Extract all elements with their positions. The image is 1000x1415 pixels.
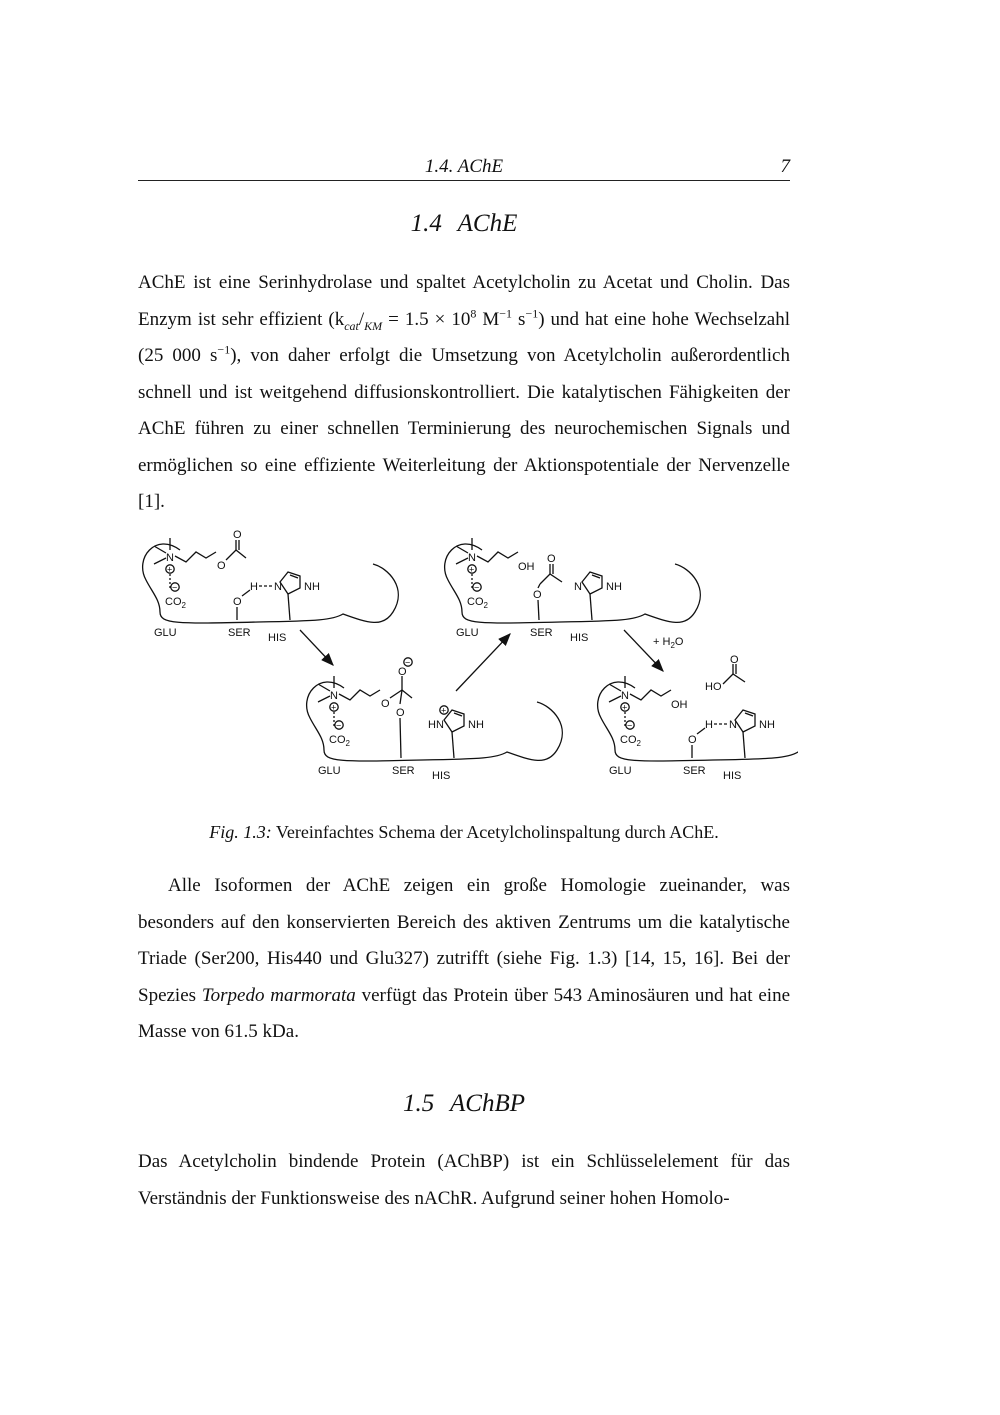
reaction-arrow xyxy=(300,630,333,665)
residue-label-ser: SER xyxy=(683,765,706,777)
paragraph-text: s xyxy=(512,308,526,330)
paragraph-text: = 1.5 × 10 xyxy=(382,308,471,330)
paragraph-text: M xyxy=(476,308,500,330)
panel-acyl-enzyme xyxy=(445,538,701,644)
exponent: 8 xyxy=(470,306,477,321)
residue-label-his: HIS xyxy=(268,632,287,644)
residue-label-his: HIS xyxy=(723,770,742,782)
atom-label: HN xyxy=(428,719,444,731)
atom-label: O xyxy=(233,529,242,541)
atom-label: H xyxy=(705,719,713,731)
charge-label: − xyxy=(474,582,480,593)
caption-label: Fig. 1.3: xyxy=(209,822,272,842)
paragraph-text: Alle Isoformen der AChE zeigen ein große Homologie zueinander, was besonders auf den konservierten Bereich des aktiven Zentrums um die katalytische Triade (Ser200, His440 und Glu327) zutrifft (siehe Fig. 1.3) [14, 15, 16]. Bei der Spezies xyxy=(138,875,790,1006)
exponent: −1 xyxy=(217,342,231,357)
co2-label: $CO_2$ xyxy=(165,596,186,610)
paragraph-ache-isoforms xyxy=(138,868,790,1051)
residue-label-his: HIS xyxy=(432,770,451,782)
paragraph-ache-intro xyxy=(138,265,790,521)
panel-substrate-bound xyxy=(143,529,399,644)
enzyme-pocket-outline xyxy=(445,544,701,623)
atom-label: N xyxy=(729,719,737,731)
atom-label: O xyxy=(547,553,556,565)
panel-regenerated-enzyme xyxy=(598,654,798,782)
fraction-slash: / xyxy=(358,308,365,330)
exponent: −1 xyxy=(499,306,513,321)
paragraph-text: verfügt das Protein über 543 Aminosäuren und hat eine Masse von 61.5 kDa. xyxy=(138,984,790,1042)
residue-label-ser: SER xyxy=(228,627,251,639)
enzyme-pocket-outline xyxy=(143,544,399,623)
charge-label: − xyxy=(172,582,178,593)
exponent: −1 xyxy=(525,306,539,321)
figure-caption xyxy=(138,822,790,843)
choline-chain xyxy=(175,552,216,562)
residue-label-ser: SER xyxy=(392,765,415,777)
atom-label: N xyxy=(274,581,282,593)
species-name: Torpedo marmorata xyxy=(201,984,356,1006)
paragraph-text: ) und hat eine hohe Wechselzahl (25 000 s xyxy=(138,308,791,366)
charge-label: − xyxy=(627,720,633,731)
residue-label-ser: SER xyxy=(530,627,553,639)
atom-label: N xyxy=(574,581,582,593)
choline-chain xyxy=(630,690,671,700)
charge-label: + xyxy=(469,564,475,575)
atom-label: N xyxy=(166,552,174,564)
charge-label: + xyxy=(441,705,447,716)
running-header-title: 1.4. AChE xyxy=(424,156,504,177)
reaction-scheme-svg xyxy=(138,528,798,798)
caption-text: Vereinfachtes Schema der Acetylcholinspaltung durch AChE. xyxy=(271,822,719,842)
section-heading-achbp: 1.5 AChBP xyxy=(402,1090,526,1117)
figure-reaction-scheme xyxy=(138,528,798,803)
charge-label: + xyxy=(331,702,337,713)
co2-label: $CO_2$ xyxy=(620,734,641,748)
atom-label: O xyxy=(533,589,542,601)
residue-label-glu: GLU xyxy=(318,765,341,777)
co2-label: $CO_2$ xyxy=(467,596,488,610)
atom-label: O xyxy=(398,666,407,678)
acetyl-group xyxy=(540,574,562,584)
paragraph-achbp-intro: Das Acetylcholin bindende Protein (AChBP) ist ein Schlüsselelement für das Verständnis der Funktionsweise des nAChR. Aufgrund seiner hohen Homolo- xyxy=(138,1151,790,1209)
atom-label: N xyxy=(468,552,476,564)
acetic-acid xyxy=(723,674,745,684)
running-header xyxy=(138,156,790,181)
atom-label: O xyxy=(233,596,242,608)
co2-label: $CO_2$ xyxy=(329,734,350,748)
choline-chain xyxy=(339,690,380,700)
page-number: 7 xyxy=(780,156,790,177)
charge-label: + xyxy=(167,564,173,575)
atom-label: O xyxy=(396,707,405,719)
atom-label: NH xyxy=(304,581,320,593)
atom-label: HO xyxy=(705,681,722,693)
charge-label: − xyxy=(405,657,411,668)
charge-label: + xyxy=(622,702,628,713)
section-heading-ache: 1.4 AChE xyxy=(410,210,518,237)
atom-label: N xyxy=(621,690,629,702)
residue-label-glu: GLU xyxy=(154,627,177,639)
acetyl-group xyxy=(226,550,246,560)
atom-label: OH xyxy=(671,699,688,711)
atom-label: O xyxy=(217,560,226,572)
charge-label: − xyxy=(336,720,342,731)
atom-label: N xyxy=(330,690,338,702)
paragraph-text: AChE ist eine Serinhydrolase und spaltet Acetylcholin zu Acetat und Cholin. Das Enzym ist sehr effizient (k xyxy=(138,272,790,330)
atom-label: NH xyxy=(759,719,775,731)
atom-label: O xyxy=(730,654,739,666)
residue-label-his: HIS xyxy=(570,632,589,644)
kcat-subscript: cat xyxy=(344,318,359,333)
atom-label: H xyxy=(250,581,258,593)
atom-label: O xyxy=(688,734,697,746)
atom-label: NH xyxy=(468,719,484,731)
choline-chain xyxy=(477,552,518,562)
atom-label: NH xyxy=(606,581,622,593)
km-subscript: KM xyxy=(364,318,383,333)
atom-label: OH xyxy=(518,561,535,573)
atom-label: O xyxy=(381,698,390,710)
paragraph-text: ), von daher erfolgt die Umsetzung von Acetylcholin außerordentlich schnell und ist weitgehend diffusionskontrolliert. Die katalytischen Fähigkeiten der AChE führen zu einer schnellen Terminierung des neurochemischen Signals und ermöglichen so eine effiziente Weiterleitung der Aktionspotentiale der Nervenzelle [1]. xyxy=(138,345,790,512)
reaction-arrow xyxy=(456,634,510,691)
water-label: + $H_2O$ xyxy=(653,636,684,650)
residue-label-glu: GLU xyxy=(456,627,479,639)
residue-label-glu: GLU xyxy=(609,765,632,777)
panel-tetrahedral-intermediate xyxy=(307,658,563,783)
